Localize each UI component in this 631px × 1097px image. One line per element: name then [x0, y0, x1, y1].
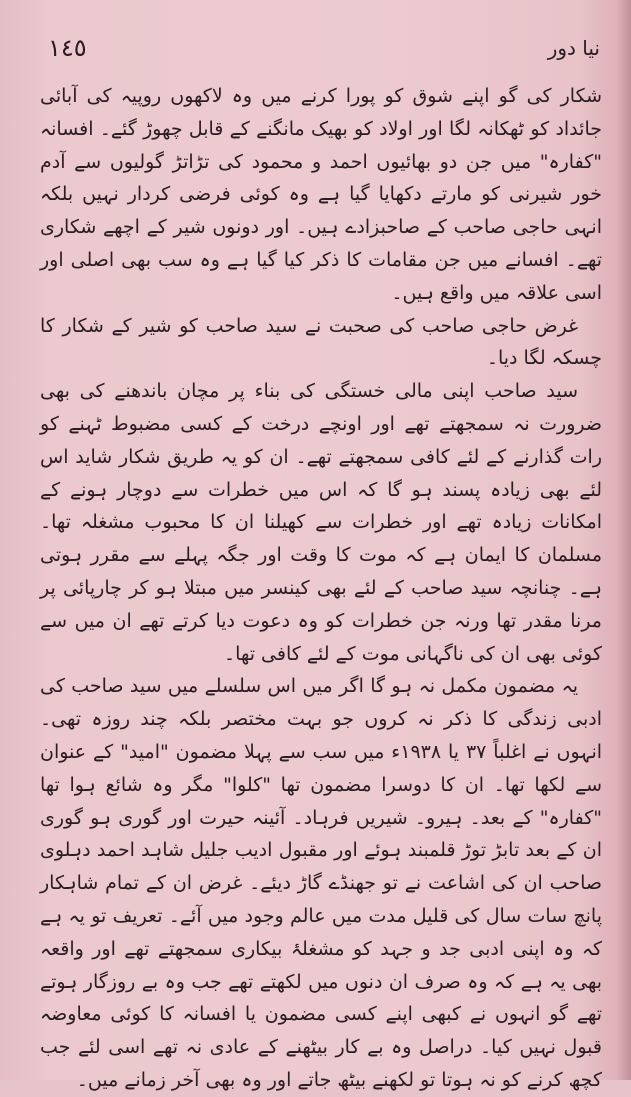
paragraph-2: غرض حاجی صاحب کی صحبت نے سید صاحب کو شیر کے شکار کا چسکہ لگا دیا۔ — [40, 314, 602, 370]
page-edge-shadow — [617, 0, 631, 1080]
paragraph-1: شکار کی گو اپنے شوق کو پورا کرنے میں وہ لاکھوں روپیہ کی آبائی جائداد کو ٹھکانہ لگا اور اولاد کو بھیک مانگنے کے قابل چھوڑ گئے۔ افسانہ "کفارہ" میں جن دو بھائیوں احمد و محمود کی تڑاتڑ گولیوں سے آدم خور شیرنی کو مارتے دکھایا گیا ہے وہ کوئی فرضی کردار نہیں بلکہ انہی حاجی صاحب کے صاحبزادے ہیں۔ اور دونوں شیر کے اچھے شکاری تھے۔ افسانے میں جن مقامات کا ذکر کیا گیا ہے وہ سب بھی اصلی اور اسی علاقہ میں واقع ہیں۔ — [40, 85, 602, 304]
running-head: نیا دور — [547, 36, 600, 60]
body-text — [40, 80, 602, 1097]
paragraph-4: یہ مضمون مکمل نہ ہو گا اگر میں اس سلسلے میں سید صاحب کی ادبی زندگی کا ذکر نہ کروں جو بہت مختصر بلکہ چند روزہ تھی۔ انہوں نے اغلباً ۳۷ یا ۱۹۳۸ء میں سب سے پہلا مضمون "امید" کے عنوان سے لکھا تھا۔ ان کا دوسرا مضمون تھا "کلوا" مگر وہ شائع ہوا تھا "کفارہ" کے بعد۔ ہیرو۔ شیریں فرہاد۔ آئینہ حیرت اور گوری ہو گوری ان کے بعد تابڑ توڑ قلمبند ہوئے اور مقبول ادیب جلیل شاہد احمد دہلوی صاحب ان کی اشاعت نے تو جھنڈے گاڑ دیئے۔ غرض ان کے تمام شاہکار پانچ سات سال کی قلیل مدت میں عالم وجود میں آئے۔ تعریف تو یہ ہے کہ وہ اپنی ادبی جد و جہد کو مشغلۂ بیکاری سمجھتے تھے اور واقعہ بھی یہ ہے کہ وہ صرف ان دنوں میں لکھتے تھے جب وہ بے روزگار ہوتے تھے گو انہوں نے کبھی اپنے کسی مضمون یا افسانہ کا کوئی معاوضہ قبول نہیں کیا۔ دراصل وہ بے کار بیٹھنے کے عادی نہ تھے اسی لئے جب کچھ کرنے کو نہ ہوتا تو لکھنے بیٹھ جاتے اور وہ بھی آخر زمانے میں۔ — [40, 675, 603, 1091]
paragraph-3: سید صاحب اپنی مالی خستگی کی بناء پر مچان باندھنے کی بھی ضرورت نہ سمجھتے تھے اور اونچے درخت کے کسی مضبوط ٹہنے کو رات گذارنے کے لئے کافی سمجھتے تھے۔ ان کو یہ طریق شکار شاید اس لئے بھی زیادہ پسند ہو گا کہ اس میں خطرات سے دوچار ہونے کے امکانات زیادہ تھے اور خطرات سے کھیلنا ان کا محبوب مشغلہ تھا۔ مسلمان کا ایمان ہے کہ موت کا وقت اور جگہ پہلے سے مقرر ہوتی ہے۔ چنانچہ سید صاحب کے لئے بھی کینسر میں مبتلا ہو کر چارپائی پر مرنا مقدر تھا ورنہ جن خطرات کو وہ دعوت دیا کرتے تھے ان میں سے کوئی بھی ان کی ناگہانی موت کے لئے کافی تھا۔ — [40, 380, 602, 665]
page-number: ١٤٥ — [48, 34, 87, 62]
page-header — [40, 30, 600, 70]
